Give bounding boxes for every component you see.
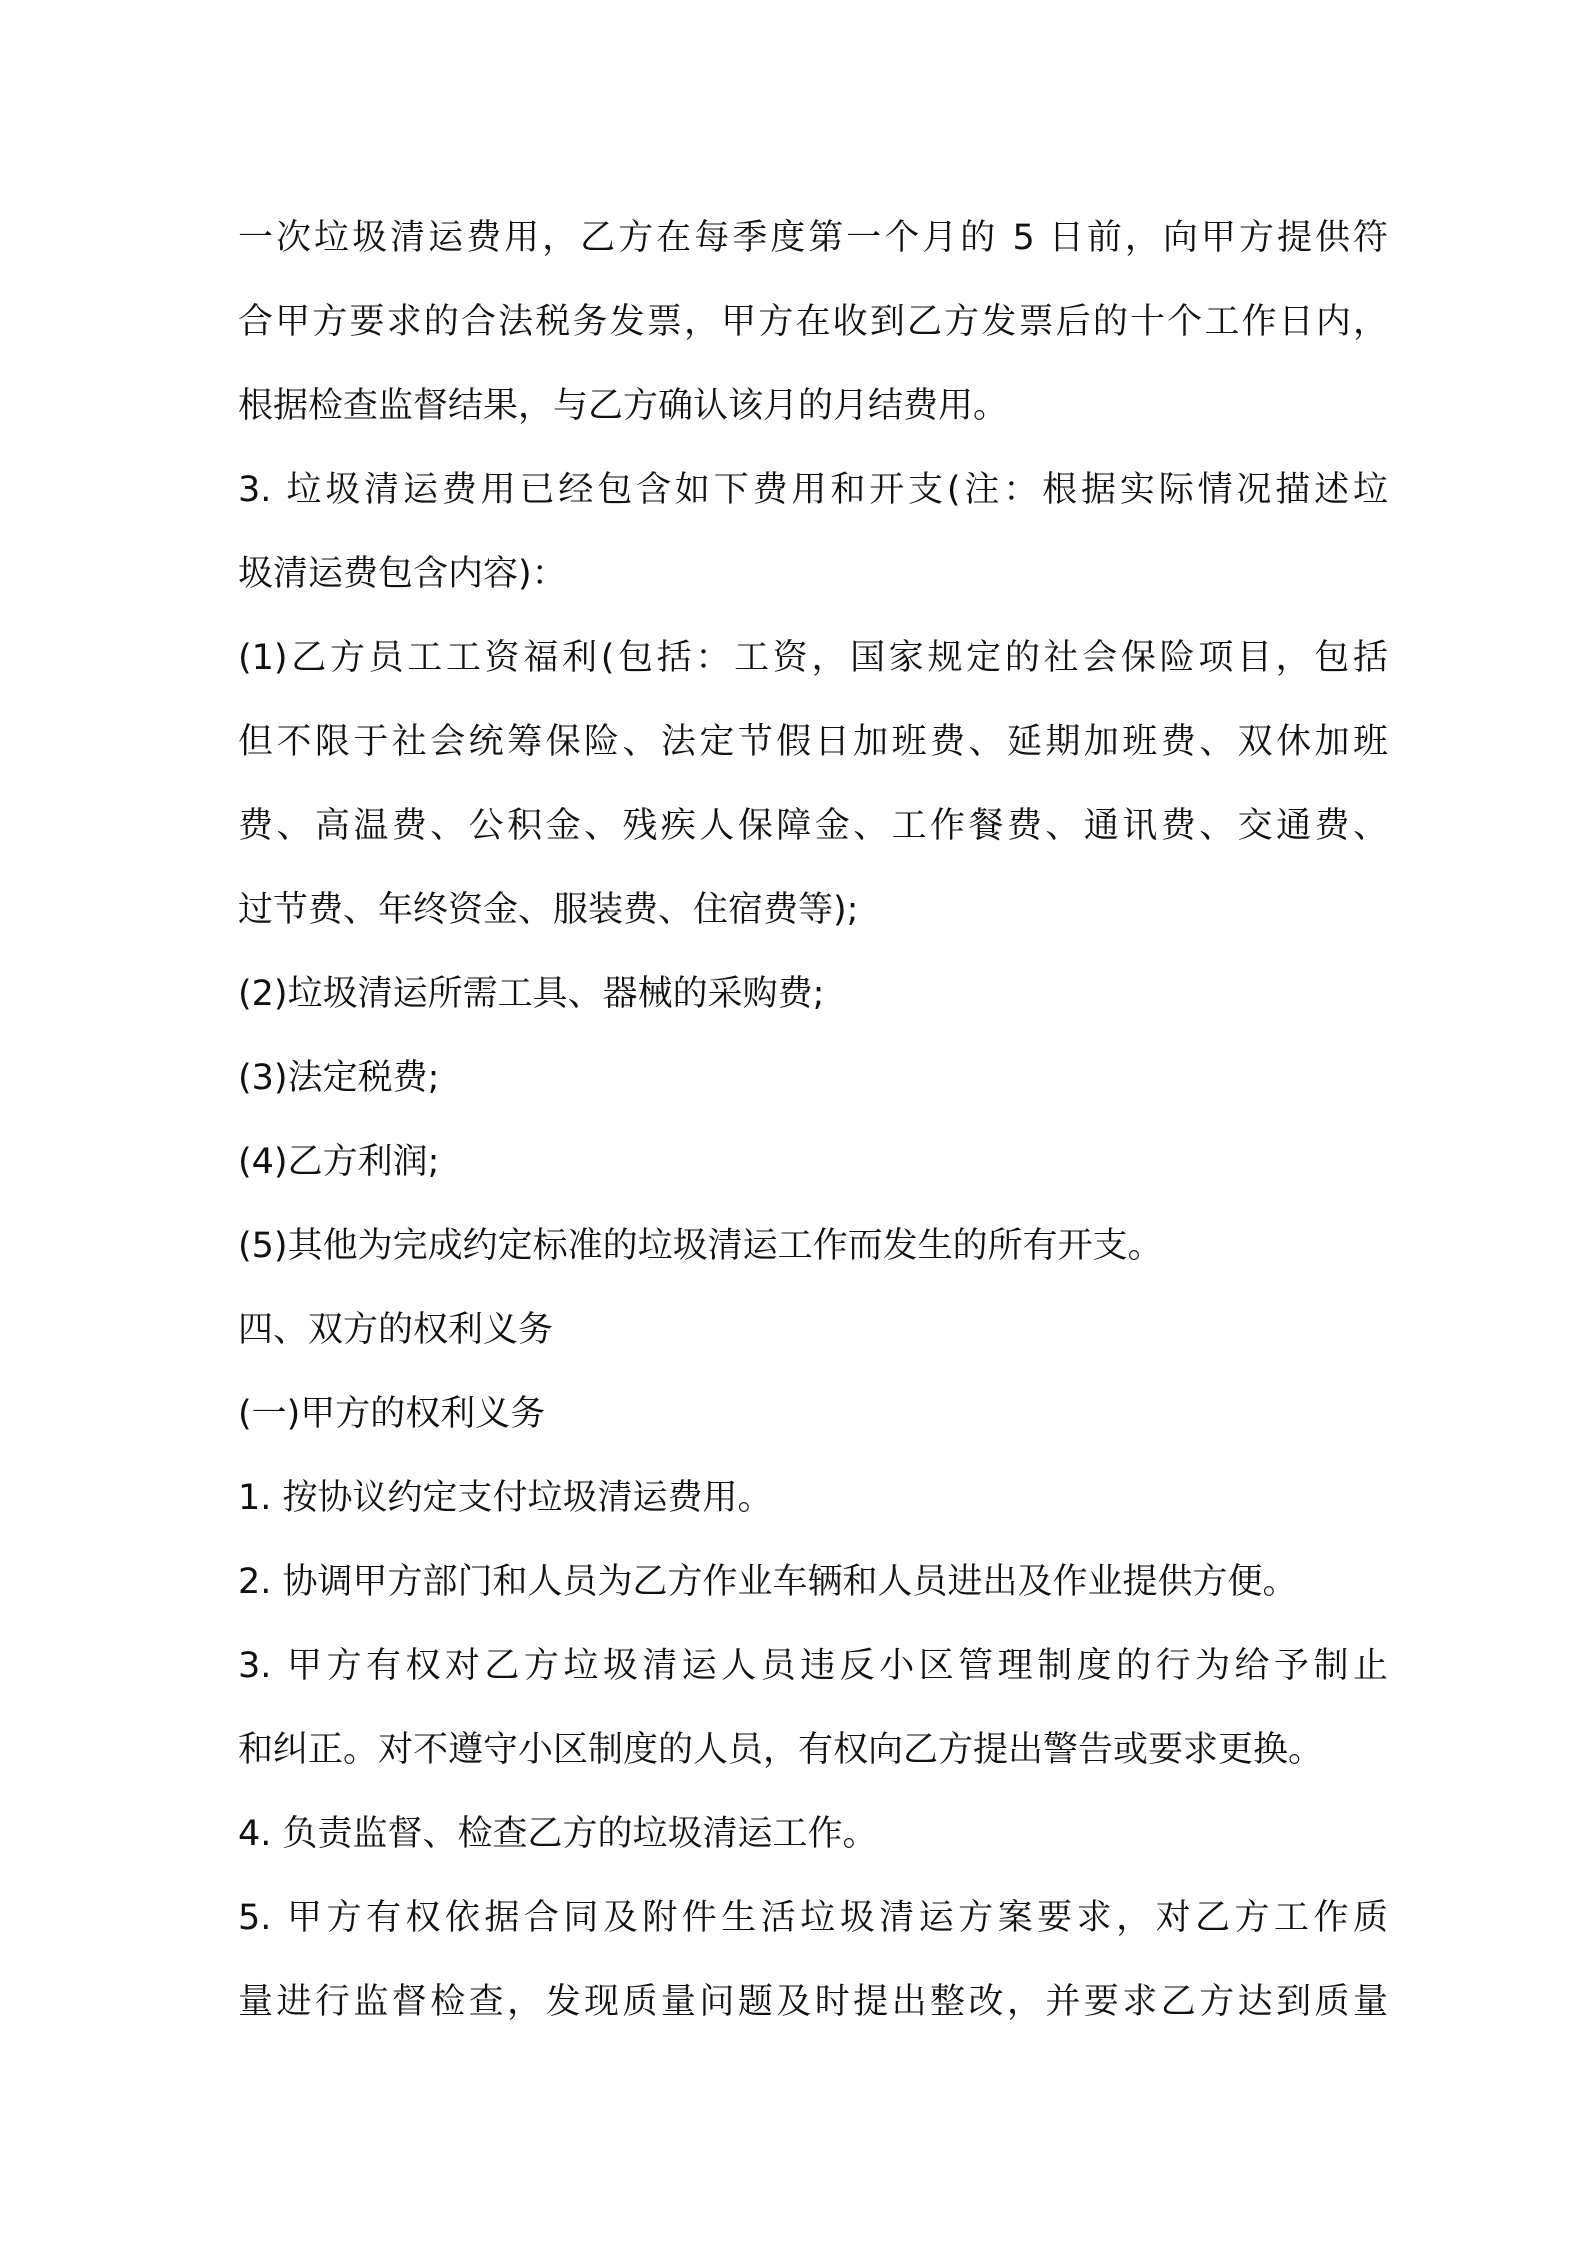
text-line: 费、高温费、公积金、残疾人保障金、工作餐费、通讯费、交通费、 (238, 806, 1388, 846)
paragraph-duty-3 (238, 1624, 1388, 1792)
paragraph-item-2 (238, 952, 1388, 1036)
text-line: 一次垃圾清运费用，乙方在每季度第一个月的 5 日前，向甲方提供符 (238, 218, 1388, 258)
paragraph-duty-5 (238, 1876, 1388, 2044)
paragraph-duty-4 (238, 1792, 1388, 1876)
subsection-heading (238, 1372, 1388, 1456)
text-line: 5. 甲方有权依据合同及附件生活垃圾清运方案要求，对乙方工作质 (238, 1898, 1388, 1938)
paragraph-item-1 (238, 616, 1388, 952)
text-line: 和纠正。对不遵守小区制度的人员，有权向乙方提出警告或要求更换。 (238, 1730, 1324, 1770)
text-line: (3)法定税费; (238, 1058, 440, 1098)
text-line: 4. 负责监督、检查乙方的垃圾清运工作。 (238, 1814, 878, 1854)
paragraph-payment-continued (238, 196, 1388, 448)
paragraph-item-4 (238, 1120, 1388, 1204)
paragraph-duty-2 (238, 1540, 1388, 1624)
text-line: 1. 按协议约定支付垃圾清运费用。 (238, 1478, 773, 1518)
paragraph-item-3 (238, 1036, 1388, 1120)
text-line: 量进行监督检查，发现质量问题及时提出整改，并要求乙方达到质量 (238, 1982, 1388, 2022)
text-line: (4)乙方利润; (238, 1142, 440, 1182)
paragraph-clause-3 (238, 448, 1388, 616)
text-line: 合甲方要求的合法税务发票，甲方在收到乙方发票后的十个工作日内， (238, 302, 1388, 342)
text-line: 3. 垃圾清运费用已经包含如下费用和开支(注：根据实际情况描述垃 (238, 470, 1388, 510)
text-line: (一)甲方的权利义务 (238, 1394, 546, 1434)
paragraph-duty-1 (238, 1456, 1388, 1540)
text-line: 但不限于社会统筹保险、法定节假日加班费、延期加班费、双休加班 (238, 722, 1388, 762)
text-line: (2)垃圾清运所需工具、器械的采购费; (238, 974, 825, 1014)
text-line: 3. 甲方有权对乙方垃圾清运人员违反小区管理制度的行为给予制止 (238, 1646, 1388, 1686)
text-line: (1)乙方员工工资福利(包括：工资，国家规定的社会保险项目，包括 (238, 638, 1388, 678)
text-line: 2. 协调甲方部门和人员为乙方作业车辆和人员进出及作业提供方便。 (238, 1562, 1298, 1602)
text-line: (5)其他为完成约定标准的垃圾清运工作而发生的所有开支。 (238, 1226, 1163, 1266)
text-line: 根据检查监督结果，与乙方确认该月的月结费用。 (238, 386, 1009, 426)
paragraph-item-5 (238, 1204, 1388, 1288)
text-line: 过节费、年终资金、服装费、住宿费等); (238, 890, 859, 930)
text-line: 四、双方的权利义务 (238, 1310, 554, 1350)
document-body (238, 196, 1388, 2044)
section-heading (238, 1288, 1388, 1372)
text-line: 圾清运费包含内容)： (238, 554, 567, 594)
